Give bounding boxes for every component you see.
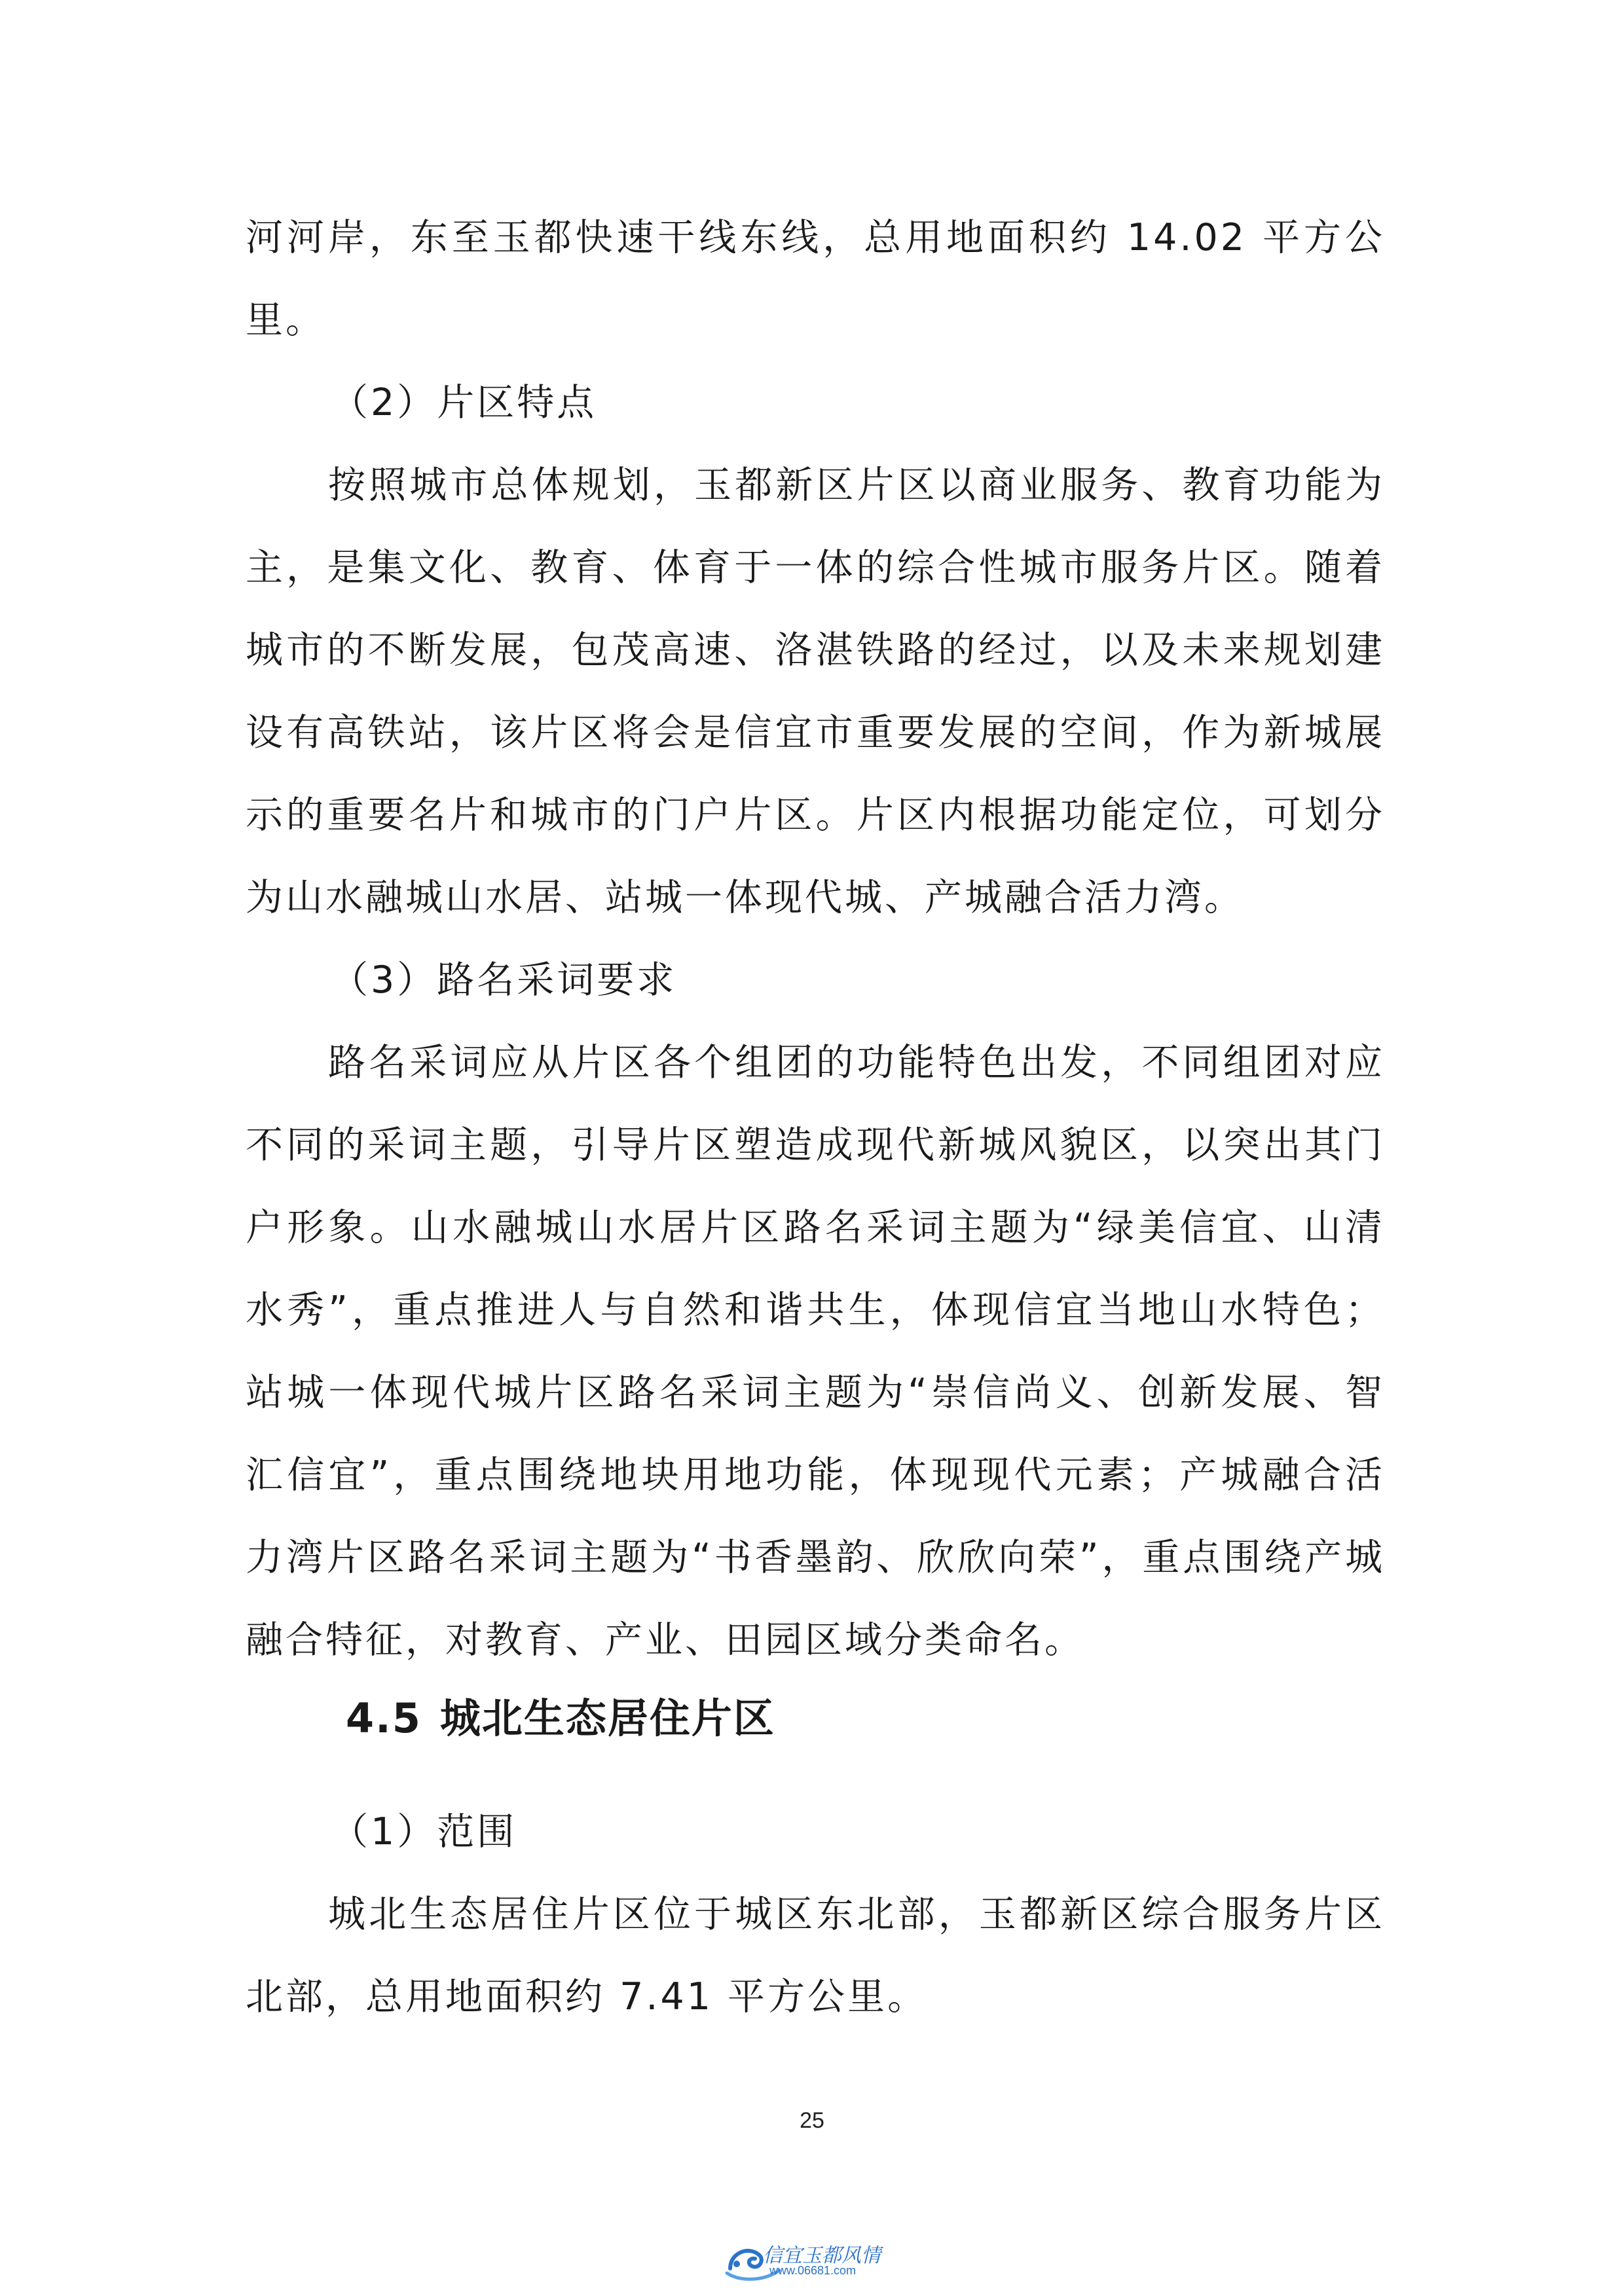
section-number: 4.5 xyxy=(346,1694,422,1742)
subheading-naming-requirements: （3）路名采词要求 xyxy=(331,958,677,1002)
paragraph-features: 按照城市总体规划，玉都新区片区以商业服务、教育功能为主，是集文化、教育、体育于一体的综合性城市服务片区。随着城市的不断发展，包茂高速、洛湛铁路的经过，以及未来规划建设有高铁站，该片区将会是信宜市重要发展的空间，作为新城展示的重要名片和城市的门户片区。片区内根据功能定位，可划分为山水融城山水居、站城一体现代城、产城融合活力湾。 xyxy=(246,464,1385,919)
bottom-text-block xyxy=(246,1791,1385,2038)
subheading-features: （2）片区特点 xyxy=(331,381,597,424)
top-text-block xyxy=(246,196,1385,1681)
watermark-url: www.06681.com xyxy=(769,2264,857,2277)
watermark-title: 信宜玉都风情 xyxy=(763,2244,881,2267)
subheading-scope: （1）范围 xyxy=(331,1810,517,1853)
paragraph-scope: 城北生态居住片区位于城区东北部，玉都新区综合服务片区北部，总用地面积约 7.41 平方公里。 xyxy=(246,1893,1385,2018)
section-heading xyxy=(346,1692,775,1745)
watermark xyxy=(724,2232,920,2285)
paragraph-naming-requirements: 路名采词应从片区各个组团的功能特色出发，不同组团对应不同的采词主题，引导片区塑造成现代新城风貌区，以突出其门户形象。山水融城山水居片区路名采词主题为“绿美信宜、山清水秀”，重点推进人与自然和谐共生，体现信宜当地山水特色；站城一体现代城片区路名采词主题为“崇信尚义、创新发展、智汇信宜”，重点围绕地块用地功能，体现现代元素；产城融合活力湾片区路名采词主题为“书香墨韵、欣欣向荣”，重点围绕产城融合特征，对教育、产业、田园区域分类命名。 xyxy=(246,1041,1385,1662)
section-title: 城北生态居住片区 xyxy=(439,1694,775,1742)
continuation-line: 河河岸，东至玉都快速干线东线，总用地面积约 14.02 平方公里。 xyxy=(246,216,1385,342)
page-number: 25 xyxy=(800,2108,824,2133)
